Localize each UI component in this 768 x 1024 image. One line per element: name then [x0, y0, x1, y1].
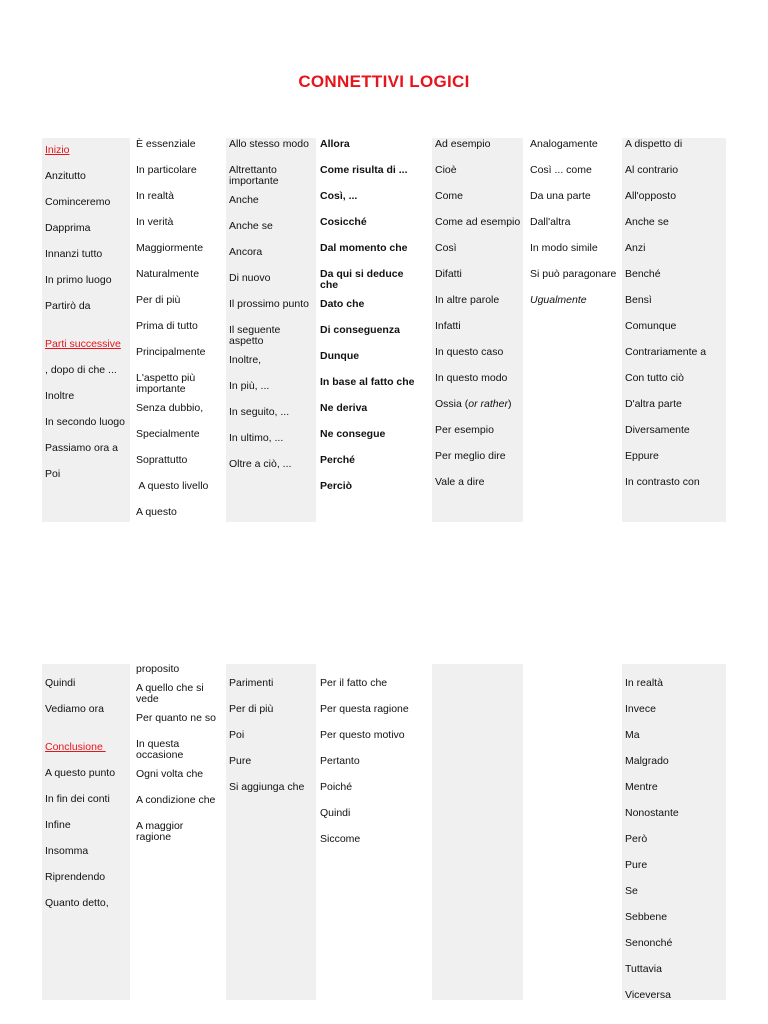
- list-item: Senonché: [625, 937, 673, 949]
- list-item: Tuttavia: [625, 963, 662, 975]
- list-item: Come risulta di ...: [320, 164, 408, 176]
- list-item: In fin dei conti: [45, 793, 110, 805]
- list-item: Infine: [45, 819, 71, 831]
- list-item: In ultimo, ...: [229, 432, 284, 444]
- list-item: In particolare: [136, 164, 197, 176]
- list-item: Inoltre: [45, 390, 75, 402]
- column-4-bottom: [317, 664, 429, 1000]
- list-item: Dal momento che: [320, 242, 408, 254]
- list-item: Pure: [625, 859, 648, 871]
- list-item: Nonostante: [625, 807, 679, 819]
- list-item: Innanzi tutto: [45, 248, 103, 260]
- list-item: Per questa ragione: [320, 703, 409, 715]
- list-item: All'opposto: [625, 190, 677, 202]
- list-item: Allora: [320, 138, 350, 150]
- list-item: Vediamo ora: [45, 703, 104, 715]
- list-item: Per meglio dire: [435, 450, 506, 462]
- list-item: In primo luogo: [45, 274, 112, 286]
- list-item: In base al fatto che: [320, 376, 415, 388]
- list-item: Passiamo ora a: [45, 442, 118, 454]
- list-item: Poi: [229, 729, 245, 741]
- heading-conclusione: Conclusione: [45, 741, 106, 753]
- list-item: Ugualmente: [530, 294, 587, 306]
- list-item: Insomma: [45, 845, 89, 857]
- list-item: A quello che si vede: [136, 682, 204, 705]
- list-item: In seguito, ...: [229, 406, 290, 418]
- list-item: Contrariamente a: [625, 346, 707, 358]
- list-item: A maggior ragione: [136, 820, 184, 843]
- list-item: Così ... come: [530, 164, 592, 176]
- list-item: Come: [435, 190, 464, 202]
- column-6-bottom: [527, 664, 621, 1000]
- list-item: A questo punto: [45, 767, 116, 779]
- list-item: Dall'altra: [530, 216, 571, 228]
- list-item: Anche se: [625, 216, 669, 228]
- column-2: [133, 138, 225, 522]
- list-item: Pertanto: [320, 755, 360, 767]
- list-item: Anzitutto: [45, 170, 86, 182]
- list-item: Anzi: [625, 242, 646, 254]
- column-7-bottom: [622, 664, 726, 1000]
- list-item: Anche se: [229, 220, 273, 232]
- list-item: Altrettanto importante: [229, 164, 279, 187]
- list-item: Sebbene: [625, 911, 668, 923]
- list-item: In più, ...: [229, 380, 270, 392]
- heading-parti-successive: Parti successive: [45, 338, 121, 350]
- list-item: In secondo luogo: [45, 416, 125, 428]
- list-item: Infatti: [435, 320, 461, 332]
- list-item: Cominceremo: [45, 196, 111, 208]
- list-item: Bensì: [625, 294, 652, 306]
- list-item: Anche: [229, 194, 259, 206]
- page-title: CONNETTIVI LOGICI: [298, 72, 470, 91]
- column-7: [622, 138, 726, 522]
- list-item: Si può paragonare: [530, 268, 617, 280]
- list-item: In realtà: [136, 190, 174, 202]
- list-item: In contrasto con: [625, 476, 700, 488]
- list-item: A questo livello: [136, 480, 209, 492]
- list-item: In questo modo: [435, 372, 508, 384]
- list-item: Da qui si deduce che: [320, 268, 404, 291]
- list-item: Benché: [625, 268, 661, 280]
- ossia-text: Ossia (: [435, 398, 469, 410]
- list-item: In realtà: [625, 677, 663, 689]
- list-item: Oltre a ciò, ...: [229, 458, 292, 470]
- list-item: Cioè: [435, 164, 457, 176]
- list-item: Per questo motivo: [320, 729, 405, 741]
- or-rather-text: or rather: [468, 398, 508, 410]
- list-item: Specialmente: [136, 428, 200, 440]
- list-item: L'aspetto più importante: [136, 372, 196, 395]
- list-item: Perciò: [320, 480, 353, 492]
- list-item: Per di più: [136, 294, 181, 306]
- list-item: Soprattutto: [136, 454, 188, 466]
- list-item: Allo stesso modo: [229, 138, 309, 150]
- list-item: Viceversa: [625, 989, 671, 1001]
- list-item: Quanto detto,: [45, 897, 109, 909]
- list-item: A dispetto di: [625, 138, 683, 150]
- list-item: Come ad esempio: [435, 216, 521, 228]
- list-item: Poi: [45, 468, 61, 480]
- list-item: A condizione che: [136, 794, 216, 806]
- list-item: Perché: [320, 454, 356, 466]
- list-item: Difatti: [435, 268, 462, 280]
- list-item: Malgrado: [625, 755, 669, 767]
- list-item: Maggiormente: [136, 242, 204, 254]
- list-item: Parimenti: [229, 677, 274, 689]
- list-item: Riprendendo: [45, 871, 106, 883]
- list-item: A questo: [136, 506, 177, 518]
- list-item: Ogni volta che: [136, 768, 204, 780]
- column-5-bottom: [432, 664, 523, 1000]
- list-item: Eppure: [625, 450, 659, 462]
- list-item: In questa occasione: [136, 738, 184, 761]
- list-item: Per il fatto che: [320, 677, 388, 689]
- column-inizio: [42, 138, 130, 522]
- list-item: D'altra parte: [625, 398, 682, 410]
- list-item: Di nuovo: [229, 272, 271, 284]
- column-3: [226, 138, 316, 522]
- list-item: Quindi: [320, 807, 351, 819]
- list-item: Il prossimo punto: [229, 298, 309, 310]
- list-item: Ad esempio: [435, 138, 491, 150]
- list-item: Senza dubbio,: [136, 402, 204, 414]
- connectives-table-bottom: [0, 664, 768, 1000]
- list-item: Analogamente: [530, 138, 598, 150]
- list-item: Partirò da: [45, 300, 91, 312]
- list-item: Prima di tutto: [136, 320, 198, 332]
- list-item: Mentre: [625, 781, 658, 793]
- list-item: Al contrario: [625, 164, 679, 176]
- list-item: Con tutto ciò: [625, 372, 684, 384]
- list-item: Dapprima: [45, 222, 91, 234]
- list-item: Siccome: [320, 833, 361, 845]
- list-item: Dunque: [320, 350, 360, 362]
- heading-inizio: Inizio: [45, 144, 70, 156]
- list-item: Cosicché: [320, 216, 367, 228]
- list-item: In verità: [136, 216, 174, 228]
- list-item: Poiché: [320, 781, 353, 793]
- list-item: È essenziale: [136, 138, 196, 150]
- list-item: Ne deriva: [320, 402, 368, 414]
- connectives-table-top: [0, 138, 768, 522]
- list-item: Il seguente aspetto: [229, 324, 281, 347]
- list-item: Ne consegue: [320, 428, 386, 440]
- list-item: Da una parte: [530, 190, 591, 202]
- list-item: Naturalmente: [136, 268, 200, 280]
- column-2-bottom: [133, 664, 225, 1000]
- list-item: Ma: [625, 729, 640, 741]
- ossia-close: ): [507, 398, 512, 410]
- list-item: Dato che: [320, 298, 365, 310]
- list-item: In questo caso: [435, 346, 504, 358]
- list-item: Se: [625, 885, 638, 897]
- list-item-ossia: [435, 399, 523, 410]
- list-item: In altre parole: [435, 294, 500, 306]
- column-conclusione: [42, 664, 130, 1000]
- list-item: Principalmente: [136, 346, 206, 358]
- list-item: Vale a dire: [435, 476, 485, 488]
- column-6: [527, 138, 621, 522]
- list-item: Comunque: [625, 320, 677, 332]
- list-item: Così, ...: [320, 190, 358, 202]
- list-item: In modo simile: [530, 242, 598, 254]
- list-item: Ancora: [229, 246, 263, 258]
- column-4: [317, 138, 429, 522]
- list-item: Per quanto ne so: [136, 712, 216, 724]
- list-item: Così: [435, 242, 457, 254]
- list-item: Di conseguenza: [320, 324, 400, 336]
- list-item: , dopo di che ...: [45, 364, 117, 376]
- list-item: proposito: [136, 663, 180, 675]
- list-item: Per esempio: [435, 424, 494, 436]
- list-item: Invece: [625, 703, 656, 715]
- list-item: Si aggiunga che: [229, 781, 305, 793]
- list-item: Diversamente: [625, 424, 690, 436]
- column-5: [432, 138, 523, 522]
- list-item: Però: [625, 833, 648, 845]
- list-item: Per di più: [229, 703, 274, 715]
- column-3-bottom: [226, 664, 316, 1000]
- list-item: Inoltre,: [229, 354, 262, 366]
- list-item: Quindi: [45, 677, 76, 689]
- list-item: Pure: [229, 755, 252, 767]
